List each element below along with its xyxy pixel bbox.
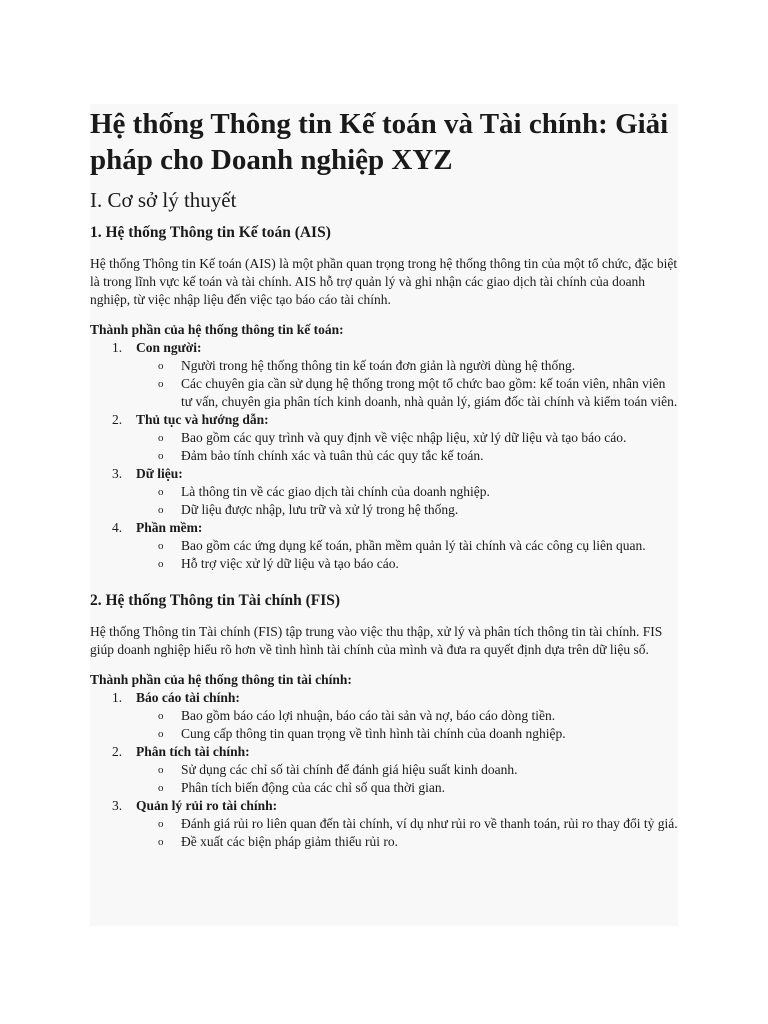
circle-bullet-icon: o (158, 450, 164, 462)
component-item (90, 519, 678, 573)
component-number: 2. (112, 412, 123, 427)
document-page (90, 104, 678, 926)
component-title: Dữ liệu: (136, 466, 183, 481)
sub-item-text: Bao gồm báo cáo lợi nhuận, báo cáo tài sản và nợ, báo cáo dòng tiền. (181, 708, 556, 723)
sub-list-item (136, 429, 678, 447)
component-sub-list (136, 483, 678, 519)
component-sub-list (136, 357, 678, 411)
sub-item-text: Bao gồm các ứng dụng kế toán, phần mềm quản lý tài chính và các công cụ liên quan. (181, 538, 646, 553)
component-item (90, 743, 678, 797)
sub-list-item (136, 815, 678, 833)
circle-bullet-icon: o (158, 728, 164, 740)
component-number: 2. (112, 744, 123, 759)
sub-item-text: Hỗ trợ việc xử lý dữ liệu và tạo báo cáo. (181, 556, 399, 571)
circle-bullet-icon: o (158, 378, 164, 390)
sub-item-text: Đề xuất các biện pháp giảm thiểu rủi ro. (181, 834, 399, 849)
sub-item-text: Đánh giá rủi ro liên quan đến tài chính, ví dụ như rủi ro về thanh toán, rủi ro thay đổi tỷ giá. (181, 816, 678, 831)
sub-list-item (136, 725, 678, 743)
component-sub-list (136, 761, 678, 797)
ais-intro: Hệ thống Thông tin Kế toán (AIS) là một phần quan trọng trong hệ thống thông tin của một tổ chức, đặc biệt là trong lĩnh vực kế toán và tài chính. AIS hỗ trợ quản lý và ghi nhận các giao dịch tài chính của doanh nghiệp, từ việc nhập liệu đến việc tạo báo cáo tài chính. (90, 256, 678, 307)
sub-list-item (136, 537, 678, 555)
sub-list-item (136, 375, 678, 411)
fis-components-title: Thành phần của hệ thống thông tin tài chính: (90, 672, 352, 687)
fis-components-list (90, 689, 678, 851)
circle-bullet-icon: o (158, 836, 164, 848)
component-item (90, 465, 678, 519)
sub-list-item (136, 501, 678, 519)
component-title: Quản lý rủi ro tài chính: (136, 798, 278, 813)
sub-item-text: Phân tích biến động của các chỉ số qua thời gian. (181, 780, 445, 795)
circle-bullet-icon: o (158, 432, 164, 444)
sub-list-item (136, 761, 678, 779)
component-title: Con người: (136, 340, 202, 355)
component-number: 1. (112, 690, 123, 705)
component-sub-list (136, 429, 678, 465)
sub-item-text: Dữ liệu được nhập, lưu trữ và xử lý trong hệ thống. (181, 502, 459, 517)
ais-heading: 1. Hệ thống Thông tin Kế toán (AIS) (90, 224, 331, 241)
circle-bullet-icon: o (158, 710, 164, 722)
circle-bullet-icon: o (158, 818, 164, 830)
component-item (90, 797, 678, 851)
component-title: Phân tích tài chính: (136, 744, 250, 759)
sub-item-text: Cung cấp thông tin quan trọng về tình hình tài chính của doanh nghiệp. (181, 726, 566, 741)
component-number: 1. (112, 340, 123, 355)
sub-list-item (136, 707, 678, 725)
component-title: Báo cáo tài chính: (136, 690, 240, 705)
component-sub-list (136, 815, 678, 851)
component-number: 3. (112, 466, 123, 481)
component-item (90, 689, 678, 743)
sub-list-item (136, 779, 678, 797)
circle-bullet-icon: o (158, 540, 164, 552)
circle-bullet-icon: o (158, 782, 164, 794)
circle-bullet-icon: o (158, 486, 164, 498)
component-number: 3. (112, 798, 123, 813)
sub-item-text: Người trong hệ thống thông tin kế toán đơn giản là người dùng hệ thống. (181, 358, 576, 373)
component-item (90, 411, 678, 465)
fis-intro: Hệ thống Thông tin Tài chính (FIS) tập trung vào việc thu thập, xử lý và phân tích thông tin tài chính. FIS giúp doanh nghiệp hiểu rõ hơn về tình hình tài chính của mình và đưa ra quyết định dựa trên dữ liệu số. (90, 624, 663, 657)
circle-bullet-icon: o (158, 558, 164, 570)
sub-item-text: Bao gồm các quy trình và quy định về việc nhập liệu, xử lý dữ liệu và tạo báo cáo. (181, 430, 627, 445)
sub-list-item (136, 555, 678, 573)
sub-list-item (136, 483, 678, 501)
ais-components-title: Thành phần của hệ thống thông tin kế toán: (90, 322, 344, 337)
component-title: Thủ tục và hướng dẫn: (136, 412, 269, 427)
document-title: Hệ thống Thông tin Kế toán và Tài chính: Giải pháp cho Doanh nghiệp XYZ (90, 108, 669, 176)
circle-bullet-icon: o (158, 764, 164, 776)
component-number: 4. (112, 520, 123, 535)
circle-bullet-icon: o (158, 360, 164, 372)
sub-list-item (136, 357, 678, 375)
section-heading: I. Cơ sở lý thuyết (90, 188, 237, 212)
sub-item-text: Là thông tin về các giao dịch tài chính của doanh nghiệp. (181, 484, 490, 499)
sub-item-text: Các chuyên gia cần sử dụng hệ thống trong một tổ chức bao gồm: kế toán viên, nhân viên tư vấn, chuyên gia phân tích kinh doanh, nhà quản lý, giám đốc tài chính và kiểm toán viên. (181, 376, 678, 409)
ais-components-list (90, 339, 678, 573)
component-sub-list (136, 537, 678, 573)
component-sub-list (136, 707, 678, 743)
component-item (90, 339, 678, 411)
sub-list-item (136, 447, 678, 465)
fis-heading: 2. Hệ thống Thông tin Tài chính (FIS) (90, 592, 341, 609)
sub-item-text: Sử dụng các chỉ số tài chính để đánh giá hiệu suất kinh doanh. (181, 762, 518, 777)
component-title: Phần mềm: (136, 520, 203, 535)
circle-bullet-icon: o (158, 504, 164, 516)
sub-item-text: Đảm bảo tính chính xác và tuân thủ các quy tắc kế toán. (181, 448, 484, 463)
sub-list-item (136, 833, 678, 851)
